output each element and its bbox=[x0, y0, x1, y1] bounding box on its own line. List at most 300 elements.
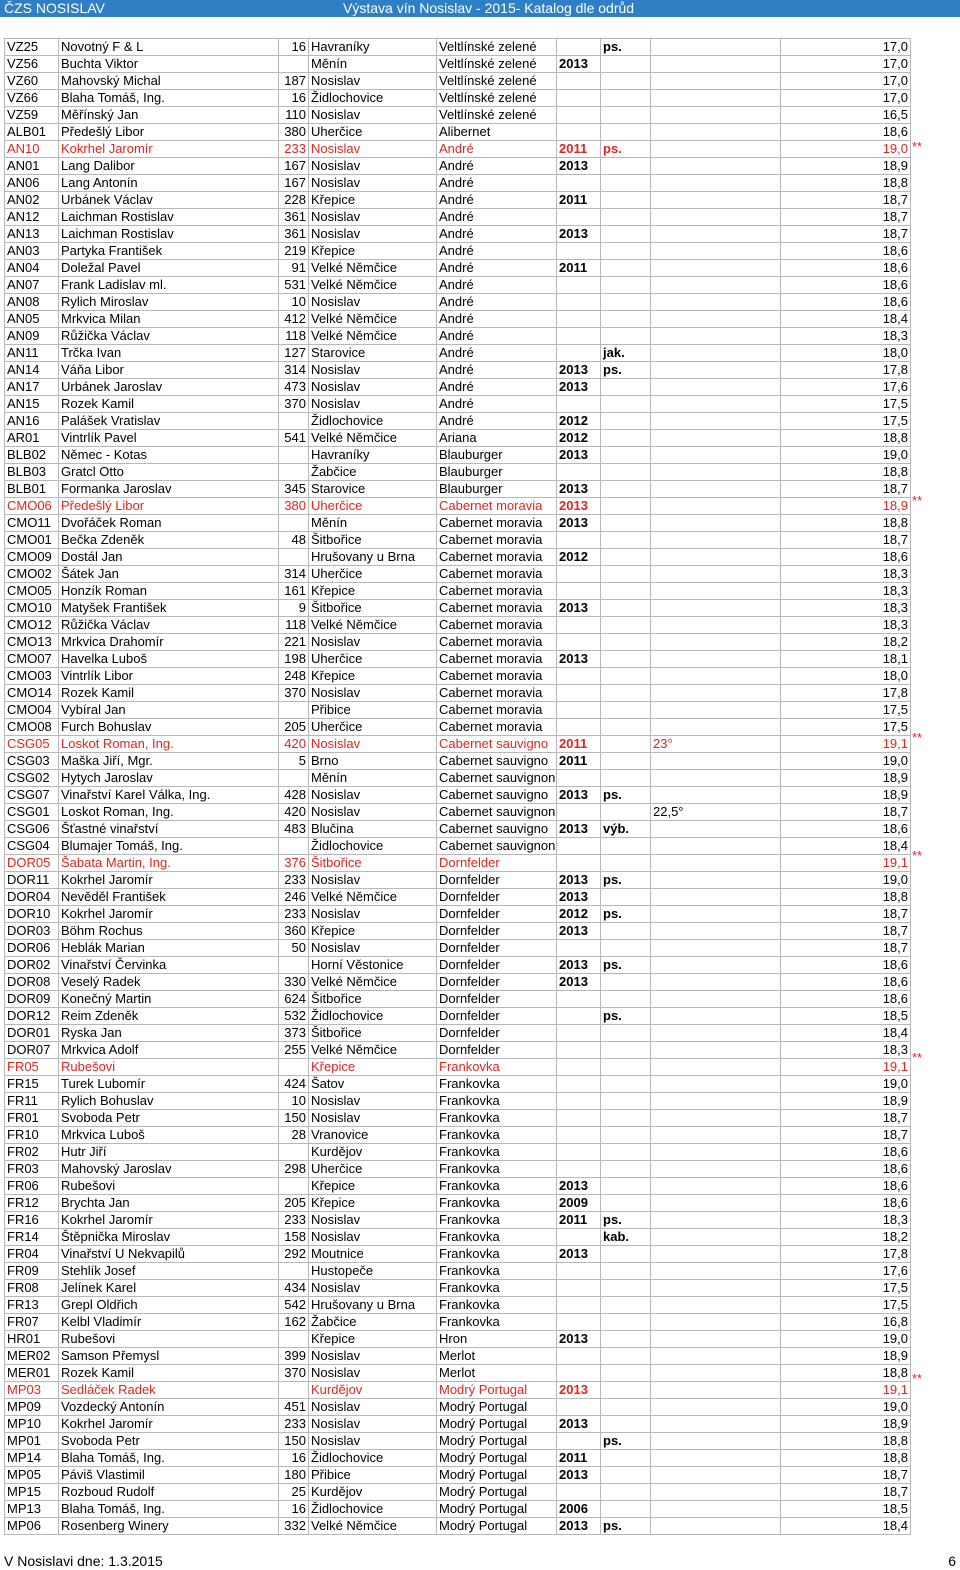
score: 17,5 bbox=[781, 1297, 911, 1314]
table-row bbox=[5, 498, 911, 515]
score: 19,1 bbox=[781, 1382, 911, 1399]
wine-variety: Cabernet moravia bbox=[437, 668, 557, 685]
score: 18,6 bbox=[781, 974, 911, 991]
table-row bbox=[5, 260, 911, 277]
vintage-year bbox=[557, 1433, 601, 1450]
producer-village: Velké Němčice bbox=[309, 260, 437, 277]
producer-village: Nosislav bbox=[309, 379, 437, 396]
alcohol-note bbox=[651, 1008, 781, 1025]
producer-name: Vozdecký Antonín bbox=[59, 1399, 279, 1416]
predicate bbox=[601, 1246, 651, 1263]
alcohol-note bbox=[651, 73, 781, 90]
wine-variety: Modrý Portugal bbox=[437, 1501, 557, 1518]
score: 18,2 bbox=[781, 634, 911, 651]
entry-code: FR10 bbox=[5, 1127, 59, 1144]
producer-name: Šabata Martin, Ing. bbox=[59, 855, 279, 872]
vintage-year bbox=[557, 175, 601, 192]
producer-name: Vinařství Karel Válka, Ing. bbox=[59, 787, 279, 804]
table-row bbox=[5, 515, 911, 532]
entry-code: CMO14 bbox=[5, 685, 59, 702]
wine-variety: Cabernet moravia bbox=[437, 600, 557, 617]
producer-name: Hutr Jiří bbox=[59, 1144, 279, 1161]
alcohol-note bbox=[651, 838, 781, 855]
vintage-year: 2013 bbox=[557, 1331, 601, 1348]
table-row bbox=[5, 1416, 911, 1433]
award-mark: ** bbox=[912, 1370, 923, 1386]
entry-code: DOR06 bbox=[5, 940, 59, 957]
producer-number bbox=[279, 549, 309, 566]
alcohol-note bbox=[651, 1280, 781, 1297]
entry-code: VZ66 bbox=[5, 90, 59, 107]
wine-variety: Cabernet moravia bbox=[437, 702, 557, 719]
producer-name: Blaha Tomáš, Ing. bbox=[59, 1501, 279, 1518]
producer-number: 233 bbox=[279, 141, 309, 158]
vintage-year: 2013 bbox=[557, 515, 601, 532]
vintage-year bbox=[557, 838, 601, 855]
entry-code: FR02 bbox=[5, 1144, 59, 1161]
score: 18,7 bbox=[781, 940, 911, 957]
producer-number: 255 bbox=[279, 1042, 309, 1059]
producer-number: 361 bbox=[279, 209, 309, 226]
score: 18,3 bbox=[781, 1042, 911, 1059]
vintage-year: 2013 bbox=[557, 447, 601, 464]
table-row bbox=[5, 821, 911, 838]
alcohol-note bbox=[651, 277, 781, 294]
predicate bbox=[601, 1093, 651, 1110]
producer-number: 292 bbox=[279, 1246, 309, 1263]
wine-variety: Cabernet moravia bbox=[437, 685, 557, 702]
entry-code: DOR08 bbox=[5, 974, 59, 991]
alcohol-note bbox=[651, 855, 781, 872]
score: 18,5 bbox=[781, 1501, 911, 1518]
predicate bbox=[601, 1297, 651, 1314]
table-row bbox=[5, 430, 911, 447]
predicate bbox=[601, 56, 651, 73]
table-row bbox=[5, 991, 911, 1008]
producer-village: Uherčice bbox=[309, 566, 437, 583]
producer-name: Rylich Miroslav bbox=[59, 294, 279, 311]
score: 18,3 bbox=[781, 566, 911, 583]
wine-variety: Frankovka bbox=[437, 1161, 557, 1178]
entry-code: FR13 bbox=[5, 1297, 59, 1314]
producer-number: 91 bbox=[279, 260, 309, 277]
entry-code: AR01 bbox=[5, 430, 59, 447]
producer-village: Nosislav bbox=[309, 1433, 437, 1450]
entry-code: AN02 bbox=[5, 192, 59, 209]
vintage-year bbox=[557, 209, 601, 226]
predicate bbox=[601, 192, 651, 209]
producer-number: 233 bbox=[279, 1416, 309, 1433]
entry-code: MP03 bbox=[5, 1382, 59, 1399]
vintage-year: 2013 bbox=[557, 1416, 601, 1433]
score: 18,8 bbox=[781, 1365, 911, 1382]
vintage-year: 2012 bbox=[557, 430, 601, 447]
wine-variety: André bbox=[437, 158, 557, 175]
alcohol-note bbox=[651, 1025, 781, 1042]
producer-name: Heblák Marian bbox=[59, 940, 279, 957]
producer-number: 16 bbox=[279, 1450, 309, 1467]
predicate bbox=[601, 1280, 651, 1297]
producer-name: Trčka Ivan bbox=[59, 345, 279, 362]
score: 18,6 bbox=[781, 294, 911, 311]
producer-number: 28 bbox=[279, 1127, 309, 1144]
producer-number bbox=[279, 56, 309, 73]
entry-code: DOR02 bbox=[5, 957, 59, 974]
producer-village: Nosislav bbox=[309, 107, 437, 124]
wine-variety: Veltlínské zelené bbox=[437, 90, 557, 107]
producer-name: Jelínek Karel bbox=[59, 1280, 279, 1297]
wine-variety: Frankovka bbox=[437, 1110, 557, 1127]
vintage-year: 2013 bbox=[557, 1518, 601, 1535]
alcohol-note bbox=[651, 634, 781, 651]
table-row bbox=[5, 787, 911, 804]
table-row bbox=[5, 379, 911, 396]
score: 18,9 bbox=[781, 787, 911, 804]
predicate bbox=[601, 889, 651, 906]
score: 18,0 bbox=[781, 668, 911, 685]
producer-name: Rozek Kamil bbox=[59, 396, 279, 413]
producer-name: Šátek Jan bbox=[59, 566, 279, 583]
producer-village: Velké Němčice bbox=[309, 617, 437, 634]
score: 17,6 bbox=[781, 1263, 911, 1280]
wine-variety: André bbox=[437, 243, 557, 260]
wine-variety: Veltlínské zelené bbox=[437, 107, 557, 124]
predicate bbox=[601, 226, 651, 243]
score: 18,7 bbox=[781, 1484, 911, 1501]
predicate bbox=[601, 498, 651, 515]
entry-code: FR01 bbox=[5, 1110, 59, 1127]
alcohol-note bbox=[651, 1093, 781, 1110]
vintage-year bbox=[557, 719, 601, 736]
producer-village: Nosislav bbox=[309, 73, 437, 90]
table-row bbox=[5, 1127, 911, 1144]
entry-code: FR11 bbox=[5, 1093, 59, 1110]
table-row bbox=[5, 158, 911, 175]
alcohol-note bbox=[651, 1161, 781, 1178]
vintage-year: 2013 bbox=[557, 56, 601, 73]
producer-number: 332 bbox=[279, 1518, 309, 1535]
producer-village: Velké Němčice bbox=[309, 1518, 437, 1535]
wine-variety: Blauburger bbox=[437, 447, 557, 464]
entry-code: AN07 bbox=[5, 277, 59, 294]
producer-name: Doležal Pavel bbox=[59, 260, 279, 277]
entry-code: FR07 bbox=[5, 1314, 59, 1331]
alcohol-note bbox=[651, 209, 781, 226]
producer-number bbox=[279, 1331, 309, 1348]
alcohol-note bbox=[651, 1518, 781, 1535]
producer-village: Kurdějov bbox=[309, 1382, 437, 1399]
producer-village: Šitbořice bbox=[309, 1025, 437, 1042]
wine-variety: Merlot bbox=[437, 1348, 557, 1365]
score: 18,9 bbox=[781, 1416, 911, 1433]
table-row bbox=[5, 1518, 911, 1535]
alcohol-note bbox=[651, 90, 781, 107]
vintage-year bbox=[557, 1263, 601, 1280]
producer-name: Veselý Radek bbox=[59, 974, 279, 991]
vintage-year: 2011 bbox=[557, 1212, 601, 1229]
score: 18,6 bbox=[781, 991, 911, 1008]
vintage-year: 2013 bbox=[557, 872, 601, 889]
vintage-year: 2013 bbox=[557, 923, 601, 940]
producer-village: Křepice bbox=[309, 192, 437, 209]
predicate: ps. bbox=[601, 957, 651, 974]
table-row bbox=[5, 702, 911, 719]
producer-village: Židlochovice bbox=[309, 838, 437, 855]
score: 18,6 bbox=[781, 1178, 911, 1195]
vintage-year: 2011 bbox=[557, 1450, 601, 1467]
producer-name: Sedláček Radek bbox=[59, 1382, 279, 1399]
table-row bbox=[5, 1178, 911, 1195]
alcohol-note bbox=[651, 549, 781, 566]
entry-code: CSG05 bbox=[5, 736, 59, 753]
producer-name: Vinařství U Nekvapilů bbox=[59, 1246, 279, 1263]
table-row bbox=[5, 1314, 911, 1331]
entry-code: MP14 bbox=[5, 1450, 59, 1467]
table-row bbox=[5, 226, 911, 243]
vintage-year: 2013 bbox=[557, 362, 601, 379]
producer-village: Nosislav bbox=[309, 1280, 437, 1297]
table-row bbox=[5, 243, 911, 260]
award-mark: ** bbox=[912, 139, 923, 155]
score: 19,1 bbox=[781, 736, 911, 753]
table-row bbox=[5, 1433, 911, 1450]
producer-village: Křepice bbox=[309, 243, 437, 260]
producer-number bbox=[279, 1382, 309, 1399]
vintage-year bbox=[557, 634, 601, 651]
producer-village: Vranovice bbox=[309, 1127, 437, 1144]
producer-village: Velké Němčice bbox=[309, 974, 437, 991]
score: 18,6 bbox=[781, 260, 911, 277]
predicate bbox=[601, 753, 651, 770]
producer-number: 16 bbox=[279, 1501, 309, 1518]
producer-village: Blučina bbox=[309, 821, 437, 838]
entry-code: HR01 bbox=[5, 1331, 59, 1348]
producer-number: 167 bbox=[279, 158, 309, 175]
predicate bbox=[601, 651, 651, 668]
producer-number: 483 bbox=[279, 821, 309, 838]
entry-code: DOR05 bbox=[5, 855, 59, 872]
entry-code: AN10 bbox=[5, 141, 59, 158]
wine-variety: Frankovka bbox=[437, 1076, 557, 1093]
table-row bbox=[5, 73, 911, 90]
predicate bbox=[601, 1348, 651, 1365]
organization-name: ČZS NOSISLAV bbox=[4, 0, 105, 16]
table-row bbox=[5, 1263, 911, 1280]
producer-name: Hytych Jaroslav bbox=[59, 770, 279, 787]
producer-number: 158 bbox=[279, 1229, 309, 1246]
producer-number: 314 bbox=[279, 566, 309, 583]
wine-variety: Frankovka bbox=[437, 1178, 557, 1195]
producer-number: 150 bbox=[279, 1110, 309, 1127]
producer-village: Hustopeče bbox=[309, 1263, 437, 1280]
wine-variety: André bbox=[437, 226, 557, 243]
predicate bbox=[601, 277, 651, 294]
entry-code: CSG07 bbox=[5, 787, 59, 804]
producer-name: Bečka Zdeněk bbox=[59, 532, 279, 549]
table-row bbox=[5, 736, 911, 753]
vintage-year bbox=[557, 855, 601, 872]
predicate bbox=[601, 770, 651, 787]
wine-variety: Cabernet moravia bbox=[437, 719, 557, 736]
producer-name: Urbánek Václav bbox=[59, 192, 279, 209]
producer-village: Přibice bbox=[309, 702, 437, 719]
entry-code: FR05 bbox=[5, 1059, 59, 1076]
producer-number: 370 bbox=[279, 1365, 309, 1382]
alcohol-note bbox=[651, 1076, 781, 1093]
producer-name: Loskot Roman, Ing. bbox=[59, 804, 279, 821]
vintage-year bbox=[557, 1042, 601, 1059]
predicate bbox=[601, 430, 651, 447]
score: 17,8 bbox=[781, 1246, 911, 1263]
wine-variety: Modrý Portugal bbox=[437, 1450, 557, 1467]
table-row bbox=[5, 141, 911, 158]
producer-village: Nosislav bbox=[309, 1348, 437, 1365]
alcohol-note bbox=[651, 294, 781, 311]
table-row bbox=[5, 906, 911, 923]
producer-name: Němec - Kotas bbox=[59, 447, 279, 464]
score: 18,6 bbox=[781, 957, 911, 974]
score: 17,5 bbox=[781, 1280, 911, 1297]
producer-number: 314 bbox=[279, 362, 309, 379]
producer-name: Mrkvica Adolf bbox=[59, 1042, 279, 1059]
table-row bbox=[5, 1076, 911, 1093]
producer-village: Židlochovice bbox=[309, 1501, 437, 1518]
entry-code: CMO01 bbox=[5, 532, 59, 549]
vintage-year bbox=[557, 1025, 601, 1042]
score: 18,7 bbox=[781, 532, 911, 549]
producer-village: Nosislav bbox=[309, 685, 437, 702]
predicate bbox=[601, 90, 651, 107]
vintage-year: 2012 bbox=[557, 413, 601, 430]
table-row bbox=[5, 311, 911, 328]
producer-village: Nosislav bbox=[309, 1229, 437, 1246]
producer-name: Vintrlík Pavel bbox=[59, 430, 279, 447]
alcohol-note bbox=[651, 566, 781, 583]
alcohol-note bbox=[651, 651, 781, 668]
predicate bbox=[601, 1144, 651, 1161]
table-row bbox=[5, 396, 911, 413]
predicate bbox=[601, 73, 651, 90]
producer-number: 25 bbox=[279, 1484, 309, 1501]
score: 18,8 bbox=[781, 1433, 911, 1450]
wine-variety: André bbox=[437, 141, 557, 158]
producer-name: Nevěděl František bbox=[59, 889, 279, 906]
entry-code: CMO13 bbox=[5, 634, 59, 651]
score: 18,7 bbox=[781, 923, 911, 940]
predicate bbox=[601, 1484, 651, 1501]
predicate bbox=[601, 1025, 651, 1042]
wine-variety: Modrý Portugal bbox=[437, 1382, 557, 1399]
producer-village: Nosislav bbox=[309, 226, 437, 243]
wine-variety: Cabernet moravia bbox=[437, 549, 557, 566]
alcohol-note bbox=[651, 311, 781, 328]
vintage-year bbox=[557, 73, 601, 90]
producer-number: 198 bbox=[279, 651, 309, 668]
producer-village: Židlochovice bbox=[309, 90, 437, 107]
producer-name: Lang Antonín bbox=[59, 175, 279, 192]
alcohol-note bbox=[651, 770, 781, 787]
score: 18,4 bbox=[781, 838, 911, 855]
entry-code: VZ56 bbox=[5, 56, 59, 73]
producer-number: 361 bbox=[279, 226, 309, 243]
alcohol-note bbox=[651, 1433, 781, 1450]
table-row bbox=[5, 413, 911, 430]
wine-variety: Cabernet moravia bbox=[437, 651, 557, 668]
producer-village: Měnín bbox=[309, 515, 437, 532]
predicate bbox=[601, 379, 651, 396]
alcohol-note bbox=[651, 1212, 781, 1229]
vintage-year bbox=[557, 1399, 601, 1416]
alcohol-note bbox=[651, 719, 781, 736]
table-row bbox=[5, 583, 911, 600]
alcohol-note bbox=[651, 1348, 781, 1365]
producer-name: Svoboda Petr bbox=[59, 1433, 279, 1450]
producer-number: 187 bbox=[279, 73, 309, 90]
table-row bbox=[5, 532, 911, 549]
producer-number: 420 bbox=[279, 736, 309, 753]
wine-variety: Dornfelder bbox=[437, 923, 557, 940]
producer-village: Šitbořice bbox=[309, 600, 437, 617]
predicate: jak. bbox=[601, 345, 651, 362]
predicate: ps. bbox=[601, 141, 651, 158]
predicate bbox=[601, 1127, 651, 1144]
vintage-year bbox=[557, 770, 601, 787]
producer-village: Křepice bbox=[309, 923, 437, 940]
score: 18,6 bbox=[781, 1161, 911, 1178]
alcohol-note bbox=[651, 1059, 781, 1076]
alcohol-note bbox=[651, 872, 781, 889]
predicate bbox=[601, 549, 651, 566]
entry-code: FR14 bbox=[5, 1229, 59, 1246]
wine-variety: Modrý Portugal bbox=[437, 1433, 557, 1450]
score: 18,6 bbox=[781, 1144, 911, 1161]
producer-village: Měnín bbox=[309, 770, 437, 787]
alcohol-note bbox=[651, 957, 781, 974]
wine-variety: Cabernet sauvigno bbox=[437, 753, 557, 770]
score: 18,9 bbox=[781, 158, 911, 175]
wine-variety: Frankovka bbox=[437, 1212, 557, 1229]
wine-variety: Modrý Portugal bbox=[437, 1484, 557, 1501]
table-row bbox=[5, 362, 911, 379]
entry-code: FR04 bbox=[5, 1246, 59, 1263]
entry-code: FR09 bbox=[5, 1263, 59, 1280]
producer-name: Dvořáček Roman bbox=[59, 515, 279, 532]
vintage-year bbox=[557, 328, 601, 345]
alcohol-note bbox=[651, 1110, 781, 1127]
table-row bbox=[5, 175, 911, 192]
vintage-year: 2011 bbox=[557, 141, 601, 158]
vintage-year bbox=[557, 1059, 601, 1076]
producer-name: Loskot Roman, Ing. bbox=[59, 736, 279, 753]
vintage-year bbox=[557, 532, 601, 549]
wine-variety: Dornfelder bbox=[437, 940, 557, 957]
wine-variety: Ariana bbox=[437, 430, 557, 447]
producer-village: Nosislav bbox=[309, 1110, 437, 1127]
vintage-year: 2013 bbox=[557, 481, 601, 498]
producer-name: Laichman Rostislav bbox=[59, 209, 279, 226]
entry-code: MP15 bbox=[5, 1484, 59, 1501]
producer-name: Havelka Luboš bbox=[59, 651, 279, 668]
producer-name: Partyka František bbox=[59, 243, 279, 260]
producer-number: 162 bbox=[279, 1314, 309, 1331]
alcohol-note bbox=[651, 124, 781, 141]
wine-variety: Frankovka bbox=[437, 1246, 557, 1263]
entry-code: AN06 bbox=[5, 175, 59, 192]
predicate bbox=[601, 923, 651, 940]
producer-village: Nosislav bbox=[309, 1416, 437, 1433]
predicate bbox=[601, 1382, 651, 1399]
producer-village: Velké Němčice bbox=[309, 889, 437, 906]
